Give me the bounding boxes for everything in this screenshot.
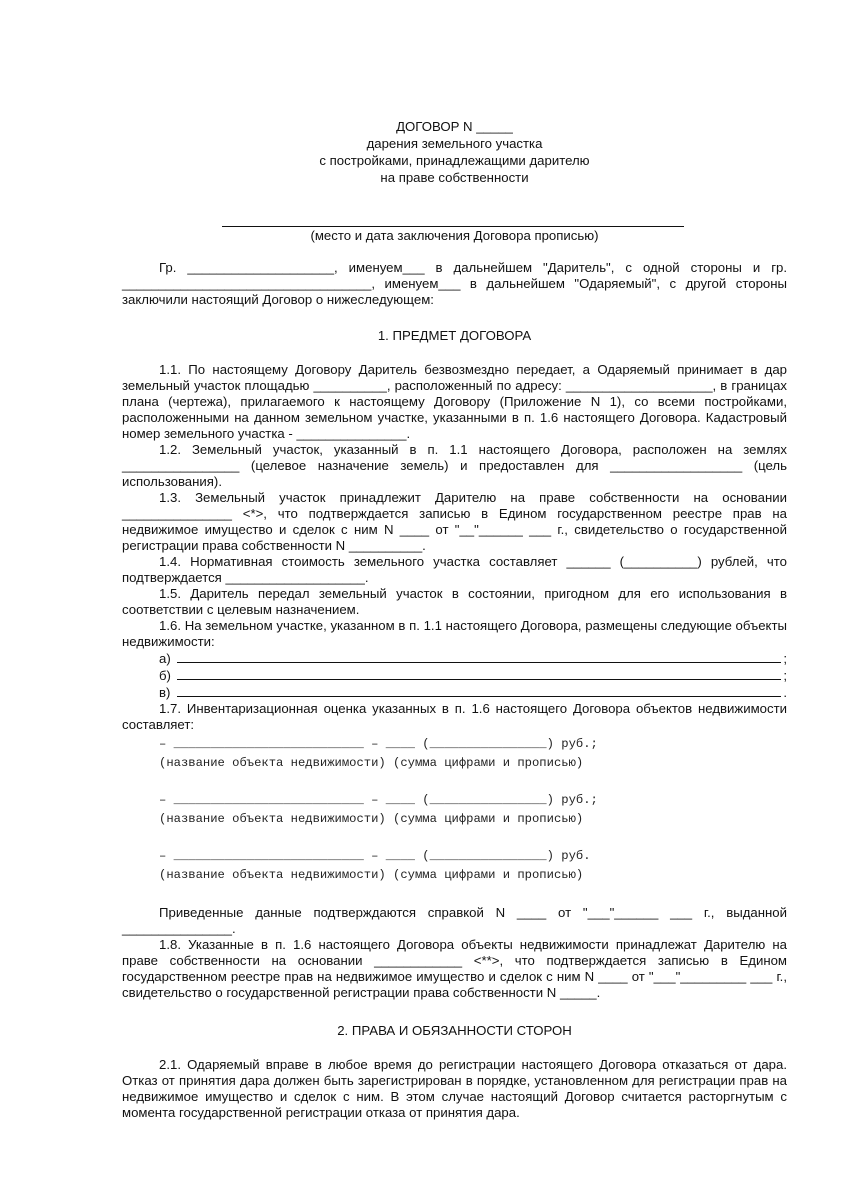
section-1-heading: 1. ПРЕДМЕТ ДОГОВОРА: [377, 328, 532, 343]
list-item-end: ;: [783, 651, 787, 666]
list-item-blank: [177, 650, 781, 663]
document-subtitle-1: дарения земельного участка: [366, 136, 543, 151]
document-subtitle-3: на праве собственности: [380, 170, 529, 185]
document-subtitle-2: с постройками, принадлежащими дарителю: [319, 153, 590, 168]
clause-2-1: 2.1. Одаряемый вправе в любое время до регистрации настоящего Договора отказаться от дара. Отказ от принятия дара должен быть зарегистрирован в порядке, установленном для регистрации прав на недвижимое имущество и сделок с ним. В этом случае настоящий Договор считается расторгнутым с момента государственной регистрации отказа от принятия дара.: [122, 1057, 787, 1120]
estimate-line: – __________________________ – ____ (________________) руб.: [159, 849, 591, 863]
clause-1-8: 1.8. Указанные в п. 1.6 настоящего Договора объекты недвижимости принадлежат Дарителю на праве собственности на основании ____________ <**>, что подтверждается записью в Едином государственном реестре прав на недвижимое имущество и сделок с ним N ____ от "___"_________ ___ г., свидетельство о государственной регистрации права собственности N _____.: [122, 937, 787, 1000]
clause-1-1: 1.1. По настоящему Договору Даритель безвозмездно передает, а Одаряемый принимает в дар земельный участок площадью __________, расположенный по адресу: ____________________, в границах плана (чертежа), прилагаемого к настоящему Договору (Приложение N 1), со всеми постройками, расположенными на данном земельном участке, указанными в п. 1.6 настоящего Договора. Кадастровый номер земельного участка - _______________.: [122, 362, 787, 441]
estimate-caption: (название объекта недвижимости) (сумма цифрами и прописью): [159, 812, 584, 826]
intro-line-2: __________________________________, именуем___ в дальнейшем "Одаряемый", с другой стороны: [122, 276, 787, 291]
intro-paragraph: [122, 260, 787, 308]
list-item-label: а): [159, 651, 171, 666]
place-date-caption: (место и дата заключения Договора прописью): [310, 228, 599, 243]
estimate-line: – __________________________ – ____ (________________) руб.;: [159, 737, 598, 751]
estimate-block-1: [122, 737, 787, 771]
list-item-blank: [177, 684, 781, 697]
section-2-heading: 2. ПРАВА И ОБЯЗАННОСТИ СТОРОН: [337, 1023, 572, 1038]
document-header: [122, 118, 787, 186]
estimate-caption: (название объекта недвижимости) (сумма цифрами и прописью): [159, 756, 584, 770]
clause-1-5: 1.5. Даритель передал земельный участок в состоянии, пригодном для его использования в соответствии с целевым назначением.: [122, 586, 787, 617]
document-title: ДОГОВОР N _____: [396, 119, 513, 134]
certificate-paragraph: Приведенные данные подтверждаются справкой N ____ от "___"______ ___ г., выданной _______________.: [122, 905, 787, 936]
list-item: [122, 667, 787, 684]
list-item-blank: [177, 667, 781, 680]
list-item-end: .: [783, 685, 787, 700]
clause-1-6: 1.6. На земельном участке, указанном в п. 1.1 настоящего Договора, размещены следующие объекты недвижимости:: [122, 618, 787, 649]
intro-line-3: заключили настоящий Договор о нижеследующем:: [122, 292, 434, 307]
estimate-line: – __________________________ – ____ (________________) руб.;: [159, 793, 598, 807]
clause-1-4: 1.4. Нормативная стоимость земельного участка составляет ______ (__________) рублей, что подтверждается ___________________.: [122, 554, 787, 585]
clause-1-2: 1.2. Земельный участок, указанный в п. 1.1 настоящего Договора, расположен на землях ________________ (целевое назначение земель) и предоставлен для __________________ (цель использования).: [122, 442, 787, 489]
list-item: [122, 650, 787, 667]
list-item-end: ;: [783, 668, 787, 683]
clause-1-7: 1.7. Инвентаризационная оценка указанных в п. 1.6 настоящего Договора объектов недвижимости составляет:: [122, 701, 787, 732]
intro-line-1: Гр. ____________________, именуем___ в дальнейшем "Даритель", с одной стороны и гр.: [159, 260, 787, 275]
clause-1-3: 1.3. Земельный участок принадлежит Дарителю на праве собственности на основании _______________ <*>, что подтверждается записью в Едином государственном реестре прав на недвижимое имущество и сделок с ним N ____ от "__"______ ___ г., свидетельство о государственной регистрации права собственности N __________.: [122, 490, 787, 553]
estimate-block-2: [122, 793, 787, 827]
estimate-block-3: [122, 849, 787, 883]
place-date-line: [222, 226, 684, 227]
list-item-label: в): [159, 685, 171, 700]
list-item-label: б): [159, 668, 171, 683]
list-item: [122, 684, 787, 701]
objects-list: [122, 650, 787, 701]
contract-body: [122, 118, 787, 1121]
place-date-block: [122, 212, 787, 246]
estimate-caption: (название объекта недвижимости) (сумма цифрами и прописью): [159, 868, 584, 882]
